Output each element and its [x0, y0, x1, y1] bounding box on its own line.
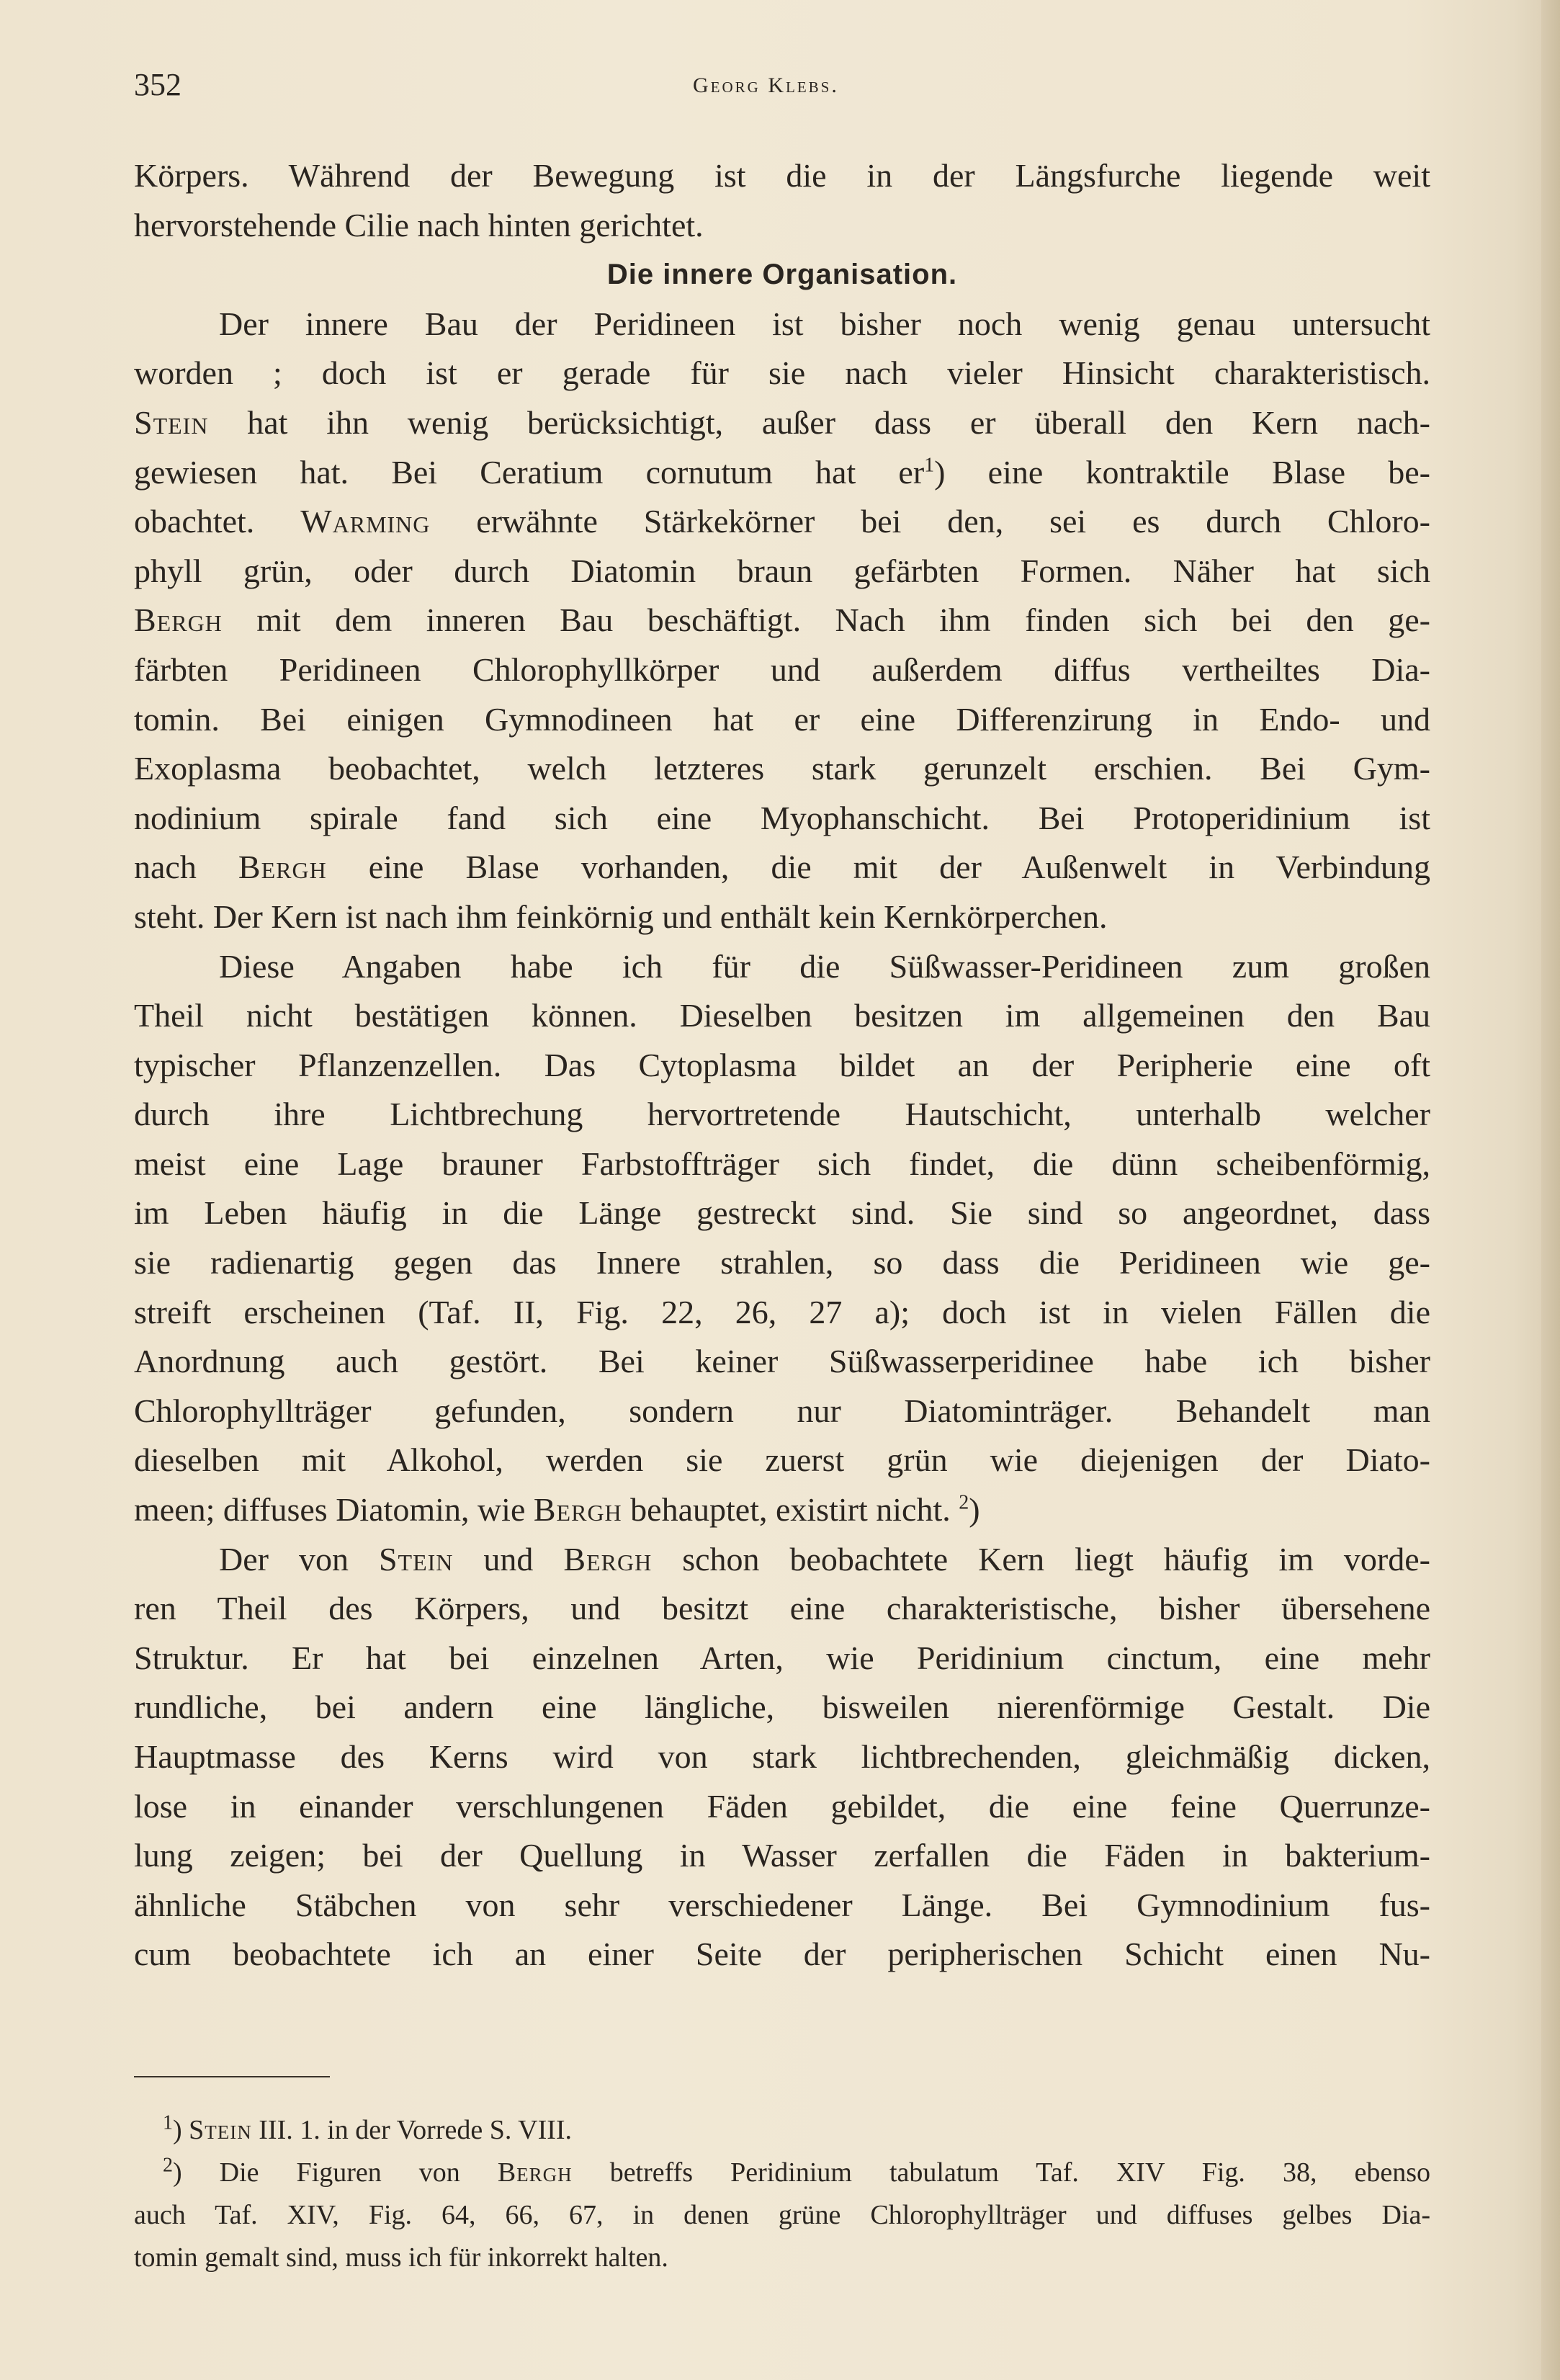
text-fragment: Der von — [219, 1540, 379, 1578]
text-line — [134, 596, 1430, 645]
text-line: hervorstehende Cilie nach hinten gerichtet. — [134, 206, 704, 243]
author-name: Warming — [300, 503, 431, 540]
text-line: lung zeigen; bei der Quellung in Wasser zerfallen die Fäden in bakterium- — [134, 1837, 1430, 1874]
text-fragment: erwähnte Stärkekörner bei den, sei es durch Chloro- — [430, 503, 1430, 540]
footnote-line: auch Taf. XIV, Fig. 64, 66, 67, in denen grüne Chlorophyllträger und diffuses gelbes Dia- — [134, 2200, 1430, 2230]
text-fragment: gewiesen hat. Bei Ceratium cornutum hat er — [134, 453, 925, 491]
footnote-ref[interactable]: 2 — [959, 1491, 969, 1514]
text-fragment: obachtet. — [134, 503, 301, 540]
text-line: tomin. Bei einigen Gymnodineen hat er eine Differenzirung in Endo- und — [134, 700, 1430, 738]
text-fragment: behauptet, existirt nicht. — [622, 1491, 951, 1529]
body-text — [134, 151, 1430, 1979]
author-name: Bergh — [497, 2157, 573, 2188]
text-line: rundliche, bei andern eine längliche, bisweilen nierenförmige Gestalt. Die — [134, 1688, 1430, 1726]
text-line: Körpers. Während der Bewegung ist die in der Längsfurche liegende weit — [134, 157, 1430, 194]
text-line: nodinium spirale fand sich eine Myophanschicht. Bei Protoperidinium ist — [134, 799, 1430, 836]
section-heading: Die innere Organisation. — [606, 259, 958, 291]
text-line: sie radienartig gegen das Innere strahlen, so dass die Peridineen wie ge- — [134, 1244, 1430, 1281]
text-line: streift erscheinen (Taf. II, Fig. 22, 26, 27 a); doch ist in vielen Fällen die — [134, 1293, 1430, 1330]
footnote-1: $^1$) Stein III. 1. in der Vorrede S. VIII. — [163, 2111, 573, 2145]
text-line — [134, 497, 1430, 547]
text-line: lose in einander verschlungenen Fäden gebildet, die eine feine Querrunze- — [134, 1787, 1430, 1825]
text-line: Struktur. Er hat bei einzelnen Arten, wie Peridinium cinctum, eine mehr — [134, 1639, 1430, 1676]
footnotes — [134, 2109, 1430, 2279]
text-fragment: ) — [969, 1491, 980, 1529]
running-head: Georg Klebs. — [693, 73, 839, 97]
text-line: Exoplasma beobachtet, welch letzteres stark gerunzelt erschien. Bei Gym- — [134, 750, 1430, 787]
text-line — [134, 448, 1430, 498]
footnote-line: tomin gemalt sind, muss ich für inkorrekt halten. — [134, 2242, 668, 2273]
footnote-2: $^2$) Die Figuren von Bergh betreffs Peridinium tabulatum Taf. XIV Fig. 38, ebenso — [163, 2154, 1430, 2188]
text-line: Chlorophyllträger gefunden, sondern nur Diatominträger. Behandelt man — [134, 1392, 1430, 1429]
text-line: Theil nicht bestätigen können. Dieselben besitzen im allgemeinen den Bau — [134, 997, 1430, 1034]
text-fragment: nach — [134, 849, 238, 886]
text-line: Hauptmasse des Kerns wird von stark lichtbrechenden, gleichmäßig dicken, — [134, 1738, 1430, 1775]
page-header — [134, 66, 1430, 109]
text-line: Der innere Bau der Peridineen ist bisher noch wenig genau untersucht — [219, 305, 1430, 342]
author-name: Stein — [189, 2115, 252, 2145]
text-fragment: betreffs Peridinium tabulatum Taf. XIV Fig. 38, ebenso — [572, 2157, 1430, 2188]
footnote-ref[interactable]: 1 — [924, 454, 935, 477]
author-name: Stein — [378, 1540, 454, 1578]
text-line: typischer Pflanzenzellen. Das Cytoplasma bildet an der Peripherie eine oft — [134, 1046, 1430, 1083]
author-name: Bergh — [238, 849, 327, 886]
footnote-marker: 2 — [163, 2154, 173, 2177]
text-line: färbten Peridineen Chlorophyllkörper und außerdem diffus vertheiltes Dia- — [134, 650, 1430, 688]
text-line: meist eine Lage brauner Farbstoffträger sich findet, die dünn scheibenförmig, — [134, 1145, 1430, 1182]
footnote-divider — [134, 2076, 330, 2077]
text-line: Diese Angaben habe ich für die Süßwasser-Peridineen zum großen — [219, 947, 1430, 985]
text-fragment: Die Figuren von — [181, 2157, 498, 2188]
text-fragment: eine Blase vorhanden, die mit der Außenwelt in Verbindung — [326, 849, 1430, 886]
author-name: Bergh — [533, 1491, 622, 1529]
page-number: 352 — [134, 67, 181, 102]
text-line: ren Theil des Körpers, und besitzt eine charakteristische, bisher übersehene — [134, 1590, 1430, 1627]
text-line — [134, 398, 1430, 448]
text-line: Anordnung auch gestört. Bei keiner Süßwasserperidinee habe ich bisher — [134, 1343, 1430, 1380]
text-line: phyll grün, oder durch Diatomin braun gefärbten Formen. Näher hat sich — [134, 552, 1430, 589]
page-edge — [1541, 0, 1560, 2380]
text-line: ähnliche Stäbchen von sehr verschiedener Länge. Bei Gymnodinium fus- — [134, 1886, 1430, 1923]
footnote-marker: 1 — [163, 2111, 173, 2134]
text-line: worden ; doch ist er gerade für sie nach vieler Hinsicht charakteristisch. — [134, 354, 1430, 392]
text-fragment: meen; diffuses Diatomin, wie — [134, 1491, 534, 1529]
text-fragment: und — [453, 1540, 564, 1578]
text-fragment: ) eine kontraktile Blase be- — [934, 453, 1430, 491]
text-line: dieselben mit Alkohol, werden sie zuerst grün wie diejenigen der Diato- — [134, 1441, 1430, 1479]
text-line — [134, 1535, 1430, 1585]
author-name: Bergh — [134, 601, 223, 639]
text-fragment: schon beobachtete Kern liegt häufig im vorde- — [652, 1540, 1430, 1578]
text-fragment: hat ihn wenig berücksichtigt, außer dass er überall den Kern nach- — [208, 403, 1430, 441]
text-line — [134, 1485, 1430, 1535]
author-name: Bergh — [563, 1540, 653, 1578]
author-name: Stein — [134, 403, 209, 441]
text-line: durch ihre Lichtbrechung hervortretende Hautschicht, unterhalb welcher — [134, 1096, 1430, 1133]
text-fragment: mit dem inneren Bau beschäftigt. Nach ihm finden sich bei den ge- — [222, 601, 1430, 639]
text-line: steht. Der Kern ist nach ihm feinkörnig und enthält kein Kernkörperchen. — [134, 898, 1108, 935]
text-fragment: III. 1. in der Vorrede S. VIII. — [251, 2115, 573, 2145]
text-line — [134, 843, 1430, 892]
text-line: cum beobachtete ich an einer Seite der peripherischen Schicht einen Nu- — [134, 1936, 1430, 1973]
text-line: im Leben häufig in die Länge gestreckt sind. Sie sind so angeordnet, dass — [134, 1194, 1430, 1232]
